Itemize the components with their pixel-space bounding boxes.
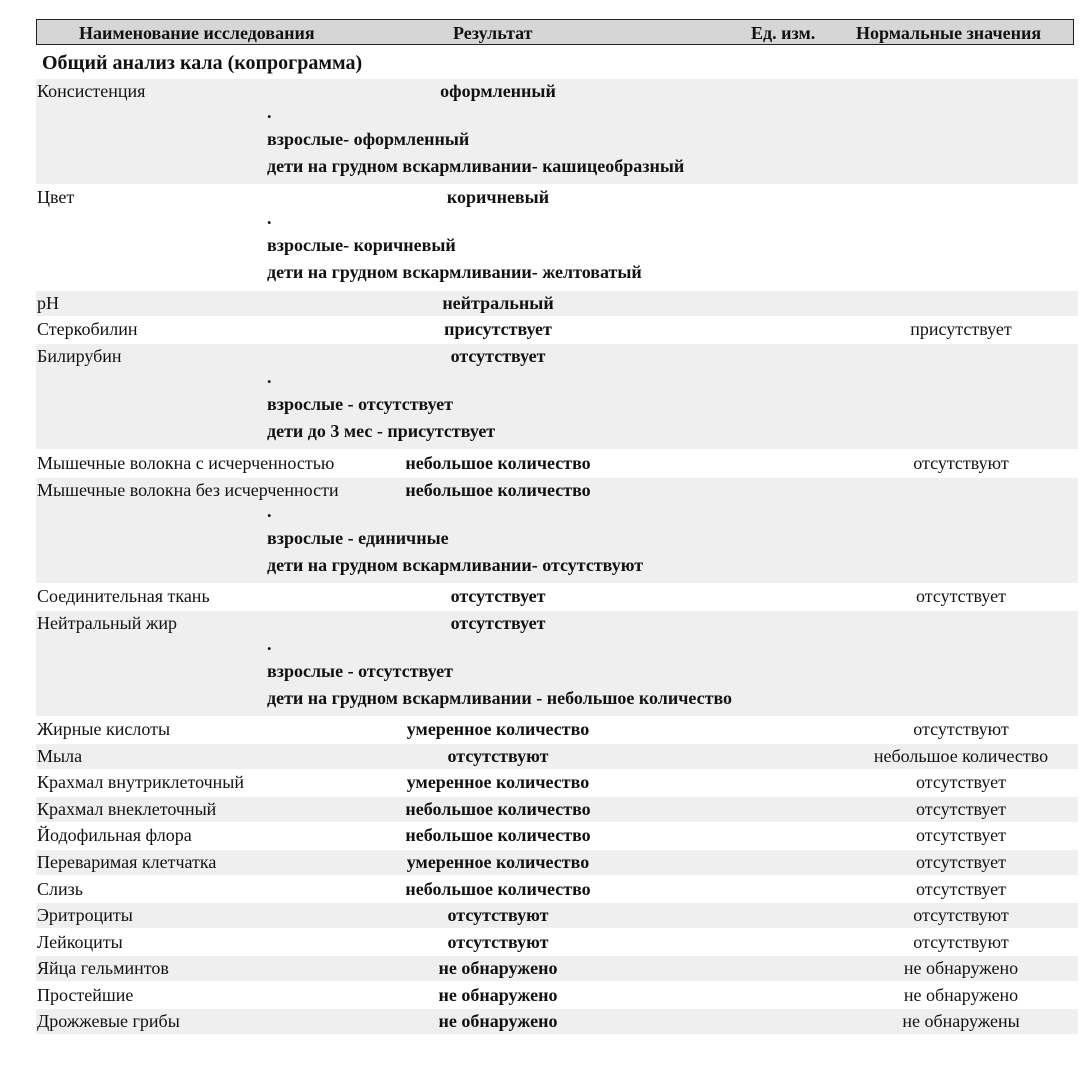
table-row [36, 611, 1078, 716]
table-row [36, 823, 1078, 848]
test-name: Цвет [37, 187, 75, 207]
reference-note: дети на грудном вскармливании - небольшое количество [267, 688, 733, 708]
header-result: Результат [453, 23, 533, 43]
table-row [36, 291, 1078, 316]
reference-note: взрослые- коричневый [267, 235, 456, 255]
table-row [36, 1009, 1078, 1034]
normal-value: отсутствуют [913, 932, 1009, 952]
header-norm: Нормальные значения [856, 23, 1042, 43]
normal-value: отсутствует [915, 799, 1007, 819]
test-result: присутствует [444, 319, 552, 339]
test-name: Консистенция [37, 81, 146, 101]
table-row [36, 983, 1078, 1008]
normal-value: отсутствует [915, 586, 1007, 606]
reference-note: взрослые - отсутствует [267, 394, 453, 414]
test-result: умеренное количество [406, 852, 590, 872]
reference-note: дети на грудном вскармливании- отсутствуют [267, 555, 644, 575]
test-result: не обнаружено [438, 958, 558, 978]
test-name: Билирубин [37, 346, 122, 366]
test-result: не обнаружено [438, 985, 558, 1005]
normal-value: отсутствуют [913, 719, 1009, 739]
test-name: Слизь [37, 879, 83, 899]
test-name: Мыла [37, 746, 83, 766]
table-row [36, 877, 1078, 902]
test-result: небольшое количество [405, 879, 591, 899]
table-row [36, 797, 1078, 822]
table-row [36, 344, 1078, 449]
test-name: Мышечные волокна с исчерченностью [37, 453, 335, 473]
table-row [36, 185, 1078, 290]
reference-note: взрослые - отсутствует [267, 661, 453, 681]
reference-note: . [267, 208, 272, 228]
test-name: Переваримая клетчатка [37, 852, 217, 872]
test-result: отсутствуют [447, 905, 549, 925]
table-row [36, 930, 1078, 955]
test-name: Мышечные волокна без исчерченности [37, 480, 339, 500]
normal-value: отсутствуют [913, 453, 1009, 473]
normal-value: отсутствуют [913, 905, 1009, 925]
normal-value: не обнаружены [902, 1011, 1020, 1031]
table-row [36, 584, 1078, 609]
table-row [36, 744, 1078, 769]
normal-value: отсутствует [915, 852, 1007, 872]
reference-note: . [267, 501, 272, 521]
test-name: Жирные кислоты [37, 719, 171, 739]
normal-value: отсутствует [915, 825, 1007, 845]
test-result: небольшое количество [405, 825, 591, 845]
test-result: коричневый [446, 187, 550, 207]
test-name: Лейкоциты [37, 932, 123, 952]
test-result: оформленный [440, 81, 556, 101]
normal-value: отсутствует [915, 772, 1007, 792]
table-row [36, 956, 1078, 981]
test-name: Дрожжевые грибы [37, 1011, 180, 1031]
test-result: небольшое количество [405, 453, 591, 473]
test-result: не обнаружено [438, 1011, 558, 1031]
normal-value: отсутствует [915, 879, 1007, 899]
test-name: Яйца гельминтов [37, 958, 169, 978]
reference-note: . [267, 634, 272, 654]
test-result: умеренное количество [406, 772, 590, 792]
reference-note: . [267, 102, 272, 122]
table-header [36, 19, 1074, 45]
table-row [36, 317, 1078, 342]
normal-value: присутствует [910, 319, 1012, 339]
test-name: Йодофильная флора [37, 825, 192, 845]
test-name: Крахмал внеклеточный [37, 799, 217, 819]
test-result: отсутствует [450, 586, 546, 606]
test-result: отсутствует [450, 346, 546, 366]
table-row [36, 451, 1078, 476]
section-title: Общий анализ кала (копрограмма) [42, 52, 363, 74]
table-row [36, 850, 1078, 875]
table-row [36, 903, 1078, 928]
reference-note: дети на грудном вскармливании- желтоватый [267, 262, 642, 282]
table-row [36, 478, 1078, 583]
reference-note: дети на грудном вскармливании- кашицеобразный [267, 156, 685, 176]
reference-note: взрослые - единичные [267, 528, 449, 548]
normal-value: небольшое количество [873, 746, 1049, 766]
reference-note: дети до 3 мес - присутствует [267, 421, 496, 441]
test-name: Эритроциты [37, 905, 133, 925]
test-name: Крахмал внутриклеточный [37, 772, 245, 792]
table-row [36, 717, 1078, 742]
table-row [36, 79, 1078, 184]
reference-note: . [267, 367, 272, 387]
reference-note: взрослые- оформленный [267, 129, 470, 149]
test-result: небольшое количество [405, 799, 591, 819]
test-result: умеренное количество [406, 719, 590, 739]
test-result: отсутствуют [447, 746, 549, 766]
test-name: pH [37, 293, 59, 313]
test-name: Соединительная ткань [37, 586, 210, 606]
test-result: нейтральный [442, 293, 554, 313]
test-result: отсутствует [450, 613, 546, 633]
header-name: Наименование исследования [79, 23, 315, 43]
table-row [36, 770, 1078, 795]
test-result: отсутствуют [447, 932, 549, 952]
normal-value: не обнаружено [903, 958, 1019, 978]
normal-value: не обнаружено [903, 985, 1019, 1005]
test-name: Стеркобилин [37, 319, 138, 339]
test-name: Простейшие [37, 985, 134, 1005]
header-units: Ед. изм. [751, 23, 816, 43]
test-name: Нейтральный жир [37, 613, 177, 633]
test-result: небольшое количество [405, 480, 591, 500]
